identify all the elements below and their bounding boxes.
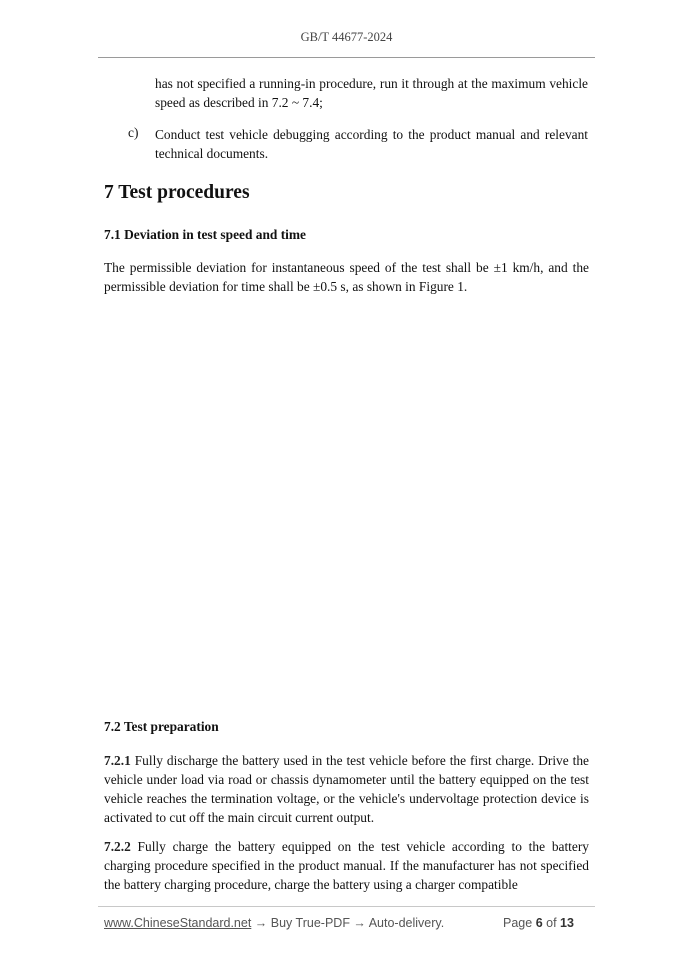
clause-text: Fully discharge the battery used in the test vehicle before the first charge. Drive the vehicle under load via road or chassis dynamometer until the battery equipped on the test vehicle reaches the termination voltage, or the vehicle's undervoltage protection device is activated to cut off the main circuit current output. — [104, 753, 589, 825]
footer-links — [104, 916, 444, 930]
page-header: GB/T 44677-2024 — [300, 30, 393, 44]
list-item-text: Conduct test vehicle debugging according to the product manual and relevant technical documents. — [155, 127, 588, 161]
arrow-icon: → — [251, 916, 271, 930]
arrow-icon: → — [349, 916, 369, 930]
section-heading: 7 Test procedures — [104, 182, 250, 203]
footer-divider — [98, 906, 595, 907]
clause-number: 7.2.1 — [104, 753, 131, 768]
paragraph-7-1: The permissible deviation for instantaneous speed of the test shall be ±1 km/h, and the permissible deviation for time shall be ±0.5 s, as shown in Figure 1. — [104, 260, 589, 294]
subsection-heading-7-2: 7.2 Test preparation — [104, 719, 219, 734]
clause-text: Fully charge the battery equipped on the test vehicle according to the battery charging procedure specified in the product manual. If the manufacturer has not specified the battery charging procedure, charge the battery using a charger compatible — [104, 839, 589, 892]
page-label: Page — [503, 916, 533, 930]
buy-text: Buy True-PDF — [270, 916, 350, 930]
page-number: 6 — [535, 916, 543, 930]
clause-number: 7.2.2 — [104, 839, 131, 854]
of-label: of — [546, 916, 557, 930]
delivery-text: Auto-delivery. — [368, 916, 445, 930]
figure-placeholder — [104, 300, 589, 700]
paragraph-7-2-1 — [104, 751, 589, 827]
site-link[interactable]: www.ChineseStandard.net — [104, 916, 252, 930]
page-total: 13 — [560, 916, 574, 930]
header-divider — [98, 57, 595, 58]
page-counter — [503, 916, 574, 930]
paragraph-7-2-2 — [104, 837, 589, 894]
continuation-paragraph: has not specified a running-in procedure, run it through at the maximum vehicle speed as described in 7.2 ~ 7.4; — [155, 76, 588, 110]
list-item-marker: c) — [128, 125, 139, 140]
subsection-heading-7-1: 7.1 Deviation in test speed and time — [104, 227, 306, 242]
